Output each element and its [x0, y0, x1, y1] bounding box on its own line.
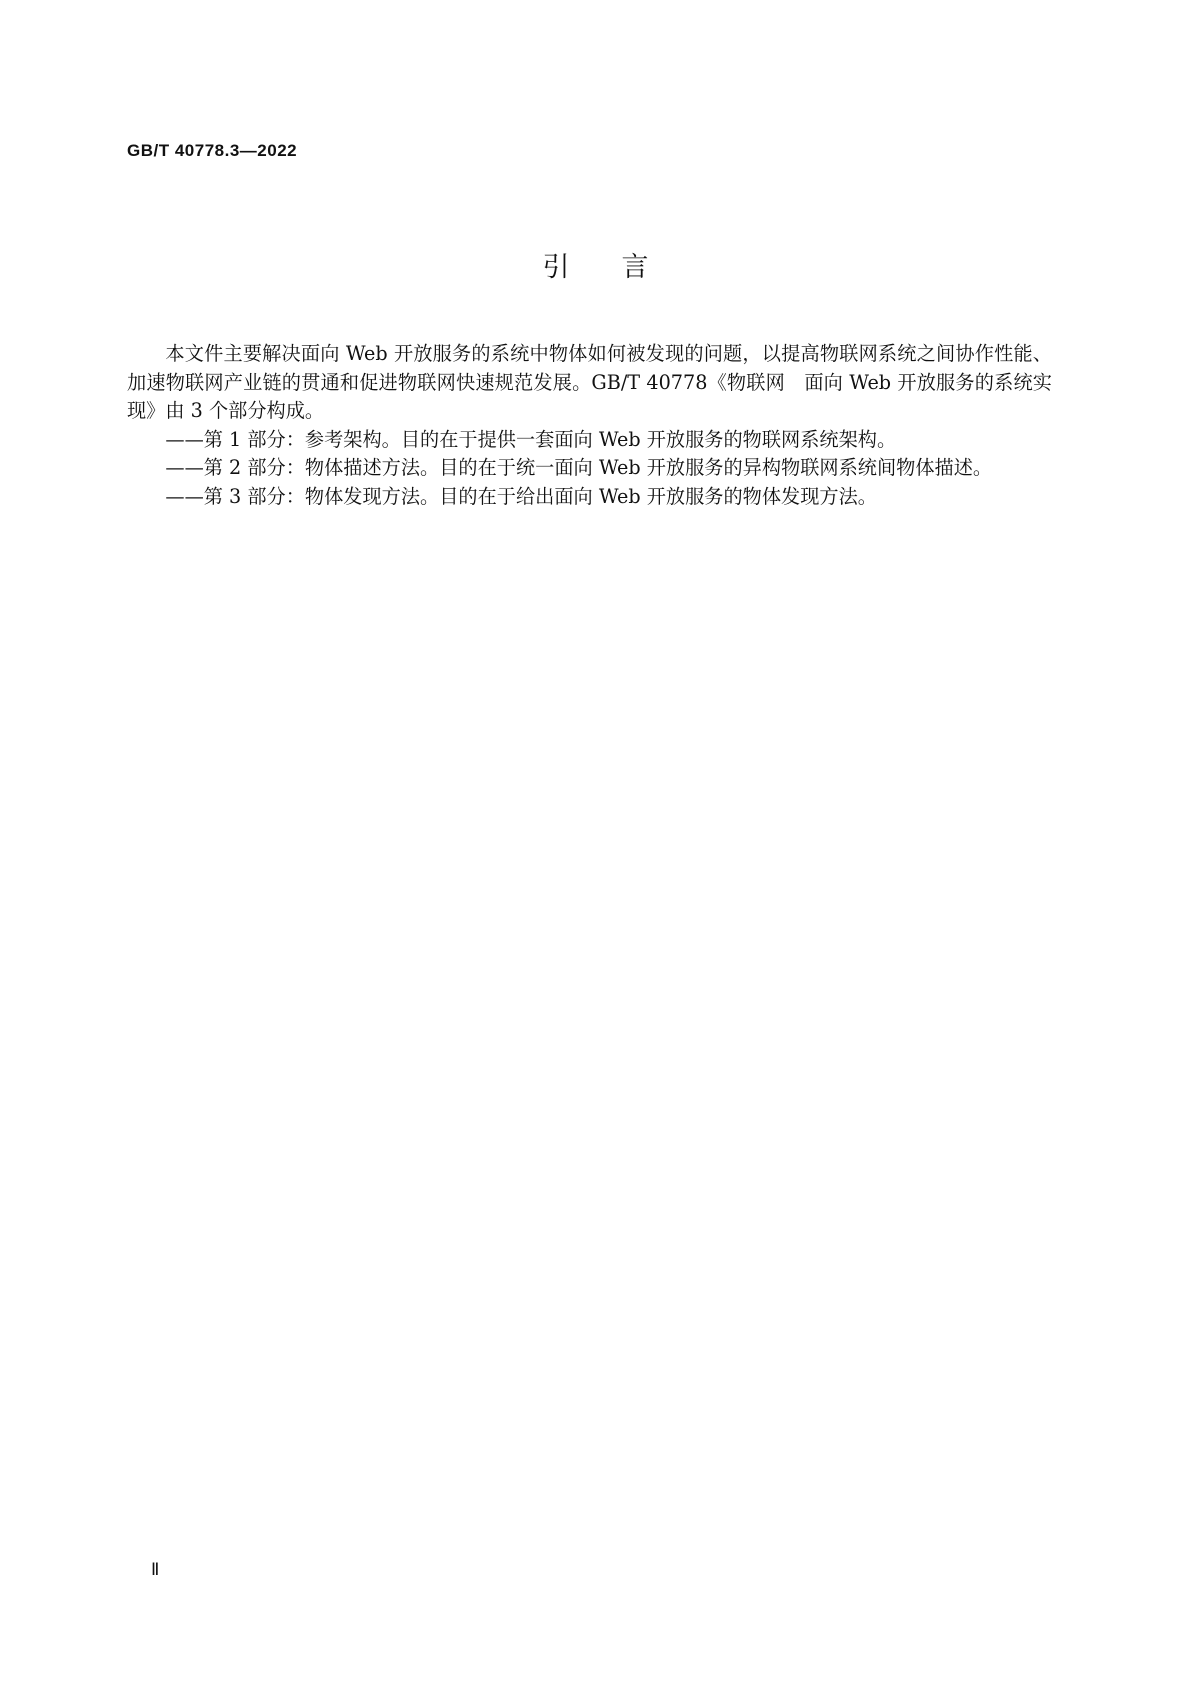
intro-paragraph: 本文件主要解决面向 Web 开放服务的系统中物体如何被发现的问题，以提高物联网系统之间协作性能、加速物联网产业链的贯通和促进物联网快速规范发展。GB/T 40778《物联网 面向 Web 开放服务的系统实现》由 3 个部分构成。	[127, 342, 1052, 422]
standard-code-header: GB/T 40778.3—2022	[127, 141, 298, 160]
part-3-item: ——第 3 部分：物体发现方法。目的在于给出面向 Web 开放服务的物体发现方法。	[165, 484, 877, 508]
document-body	[127, 340, 1052, 511]
page-number: Ⅱ	[151, 1560, 160, 1579]
part-2-item: ——第 2 部分：物体描述方法。目的在于统一面向 Web 开放服务的异构物联网系统间物体描述。	[165, 456, 993, 479]
page-title: 引言	[542, 252, 701, 283]
part-1-item: ——第 1 部分：参考架构。目的在于提供一套面向 Web 开放服务的物联网系统架构。	[165, 427, 897, 451]
